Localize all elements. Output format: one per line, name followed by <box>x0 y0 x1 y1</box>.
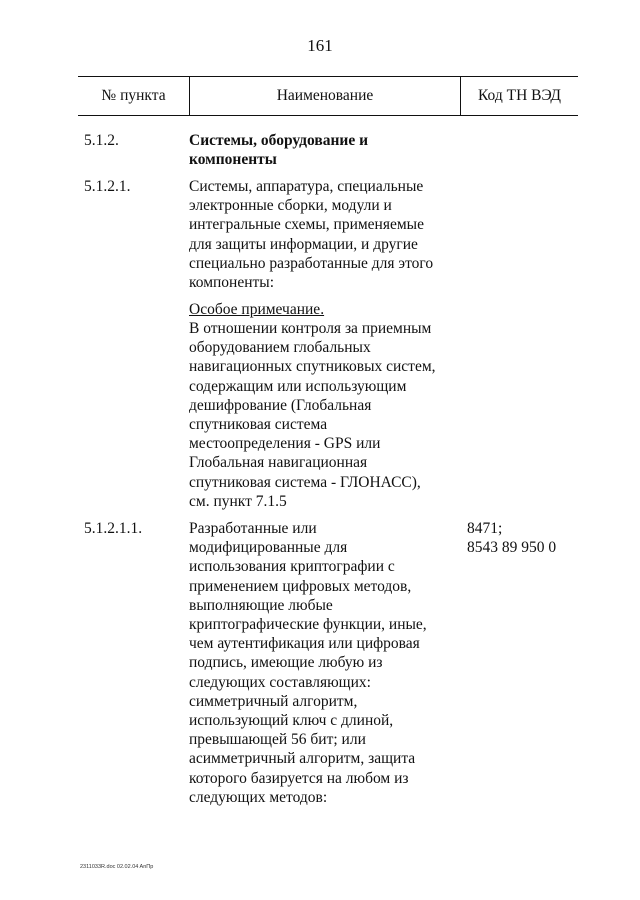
special-note-heading: Особое примечание. <box>189 301 325 318</box>
row-title-5-1-2: Системы, оборудование и компоненты <box>189 132 369 169</box>
table-header <box>78 76 578 116</box>
document-footer: 2311033R.doc 02.02.04 AnПр <box>80 864 154 870</box>
special-note-text: В отношении контроля за приемным оборудованием глобальных навигационных спутниковых систем, содержащим или использующим дешифрование (Глобальная спутниковая система местоопределения - GPS или Глобальная навигационная спутниковая система - ГЛОНАСС), см. пункт 7.1.5 <box>189 320 436 510</box>
row-text-5-1-2-1: Системы, аппаратура, специальные электронные сборки, модули и интегральные схемы, применяемые для защиты информации, и другие специально разработанные для этого компоненты: <box>189 178 434 292</box>
row-number-5-1-2-1: 5.1.2.1. <box>84 178 131 195</box>
header-name: Наименование <box>190 77 461 115</box>
row-number-5-1-2: 5.1.2. <box>84 132 119 149</box>
row-number-5-1-2-1-1: 5.1.2.1.1. <box>84 520 143 537</box>
page-number: 161 <box>307 36 333 55</box>
row-code-5-1-2-1-1: 8471; 8543 89 950 0 <box>467 520 557 557</box>
header-code: Код ТН ВЭД <box>477 87 561 104</box>
row-text-5-1-2-1-1: Разработанные или модифицированные для использования криптографии с применением цифровых методов, выполняющие любые криптографические функции, иные, чем аутентификация или цифровая подпись, имеющие любую из следующих составляющих: симметричный алгоритм, использующий ключ с длиной, превышающей 56 бит; или асимметричный алгоритм, защита которого базируется на любом из следующих методов: <box>189 520 427 806</box>
header-item-number: № пункта <box>78 77 190 115</box>
